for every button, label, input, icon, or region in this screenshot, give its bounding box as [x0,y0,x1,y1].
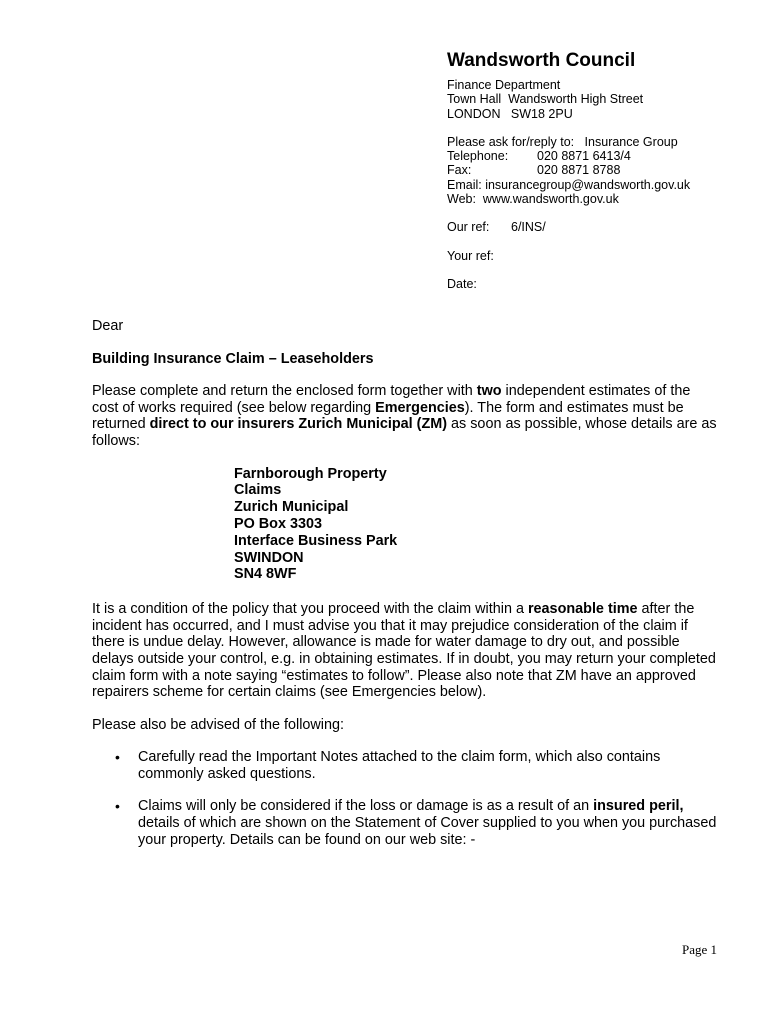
fax-row [447,163,747,177]
paragraph-2 [92,601,717,701]
date-label: Date: [447,276,477,291]
para2-text-1: It is a condition of the policy that you proceed with the claim within a [92,601,528,618]
bullet-icon: • [115,749,120,766]
bullet-icon: • [115,798,120,815]
advice-list [92,749,717,848]
letter-body [92,318,717,864]
our-ref-label: Our ref: [447,220,490,235]
para1-bold-2: Emergencies [375,399,465,416]
telephone-label: Telephone: [447,149,509,164]
letter-subject: Building Insurance Claim – Leaseholders [92,350,374,367]
para2-bold-1: reasonable time [527,601,638,618]
insurer-address-line: PO Box 3303 [234,515,322,532]
para1-bold-1: two [476,383,502,400]
para1-text-3: ). The form and estimates must be returned [92,399,684,433]
insurer-address [234,466,717,584]
reply-to: Please ask for/reply to: Insurance Group [447,134,678,149]
address-line-1: Town Hall Wandsworth High Street [447,92,644,107]
insurer-address-line: Farnborough Property [234,465,387,482]
bullet-2-text-2: details of which are shown on the Statement of Cover supplied to you when you purchased your property. Details can be found on our web site: - [138,815,717,848]
bullet-2-bold: insured peril, [593,798,684,815]
letterhead [447,50,747,291]
our-ref-value: 6/INS/ [511,220,546,235]
para2-text-2: after the incident has occurred, and I must advise you that it may prejudice consideration of the claim if there is undue delay. However, allowance is made for water damage to dry out, and possible delays outside your control, e.g. in obtaining estimates. If in doubt, you may return your completed claim form with a note saying “estimates to follow”. Please also note that ZM have an approved repairers scheme for certain claims (see Emergencies below). [92,601,716,701]
bullet-1-text: Carefully read the Important Notes attached to the claim form, which also contains commonly asked questions. [138,749,661,782]
insurer-address-line: Zurich Municipal [234,499,349,516]
insurer-address-line: Claims [234,482,282,499]
salutation: Dear [92,318,124,334]
insurer-address-line: SN4 8WF [234,566,297,583]
list-item [92,749,717,782]
fax-value: 020 8871 8788 [537,163,621,178]
paragraph-1 [92,383,717,449]
council-name: Wandsworth Council [447,50,636,71]
page-number: Page 1 [681,942,717,957]
email: Email: insurancegroup@wandsworth.gov.uk [447,177,691,192]
paragraph-3: Please also be advised of the following: [92,716,344,733]
telephone-value: 020 8871 6413/4 [537,149,631,164]
department: Finance Department [447,78,561,92]
fax-label: Fax: [447,163,472,178]
address-line-2: LONDON SW18 2PU [447,106,573,121]
list-item [92,798,717,848]
insurer-address-line: Interface Business Park [234,532,398,549]
para1-text-4: as soon as possible, whose details are as follows: [92,416,717,449]
insurer-address-line: SWINDON [234,549,304,566]
bullet-2-text-1: Claims will only be considered if the loss or damage is as a result of an [138,798,594,815]
our-ref-row [447,220,747,234]
para1-text-2: independent estimates of the cost of works required (see below regarding [92,383,691,416]
para1-bold-3: direct to our insurers Zurich Municipal (ZM) [149,416,448,433]
telephone-row [447,149,747,163]
para1-text-1: Please complete and return the enclosed form together with [92,383,477,400]
website: Web: www.wandsworth.gov.uk [447,192,619,207]
your-ref-label: Your ref: [447,248,494,263]
